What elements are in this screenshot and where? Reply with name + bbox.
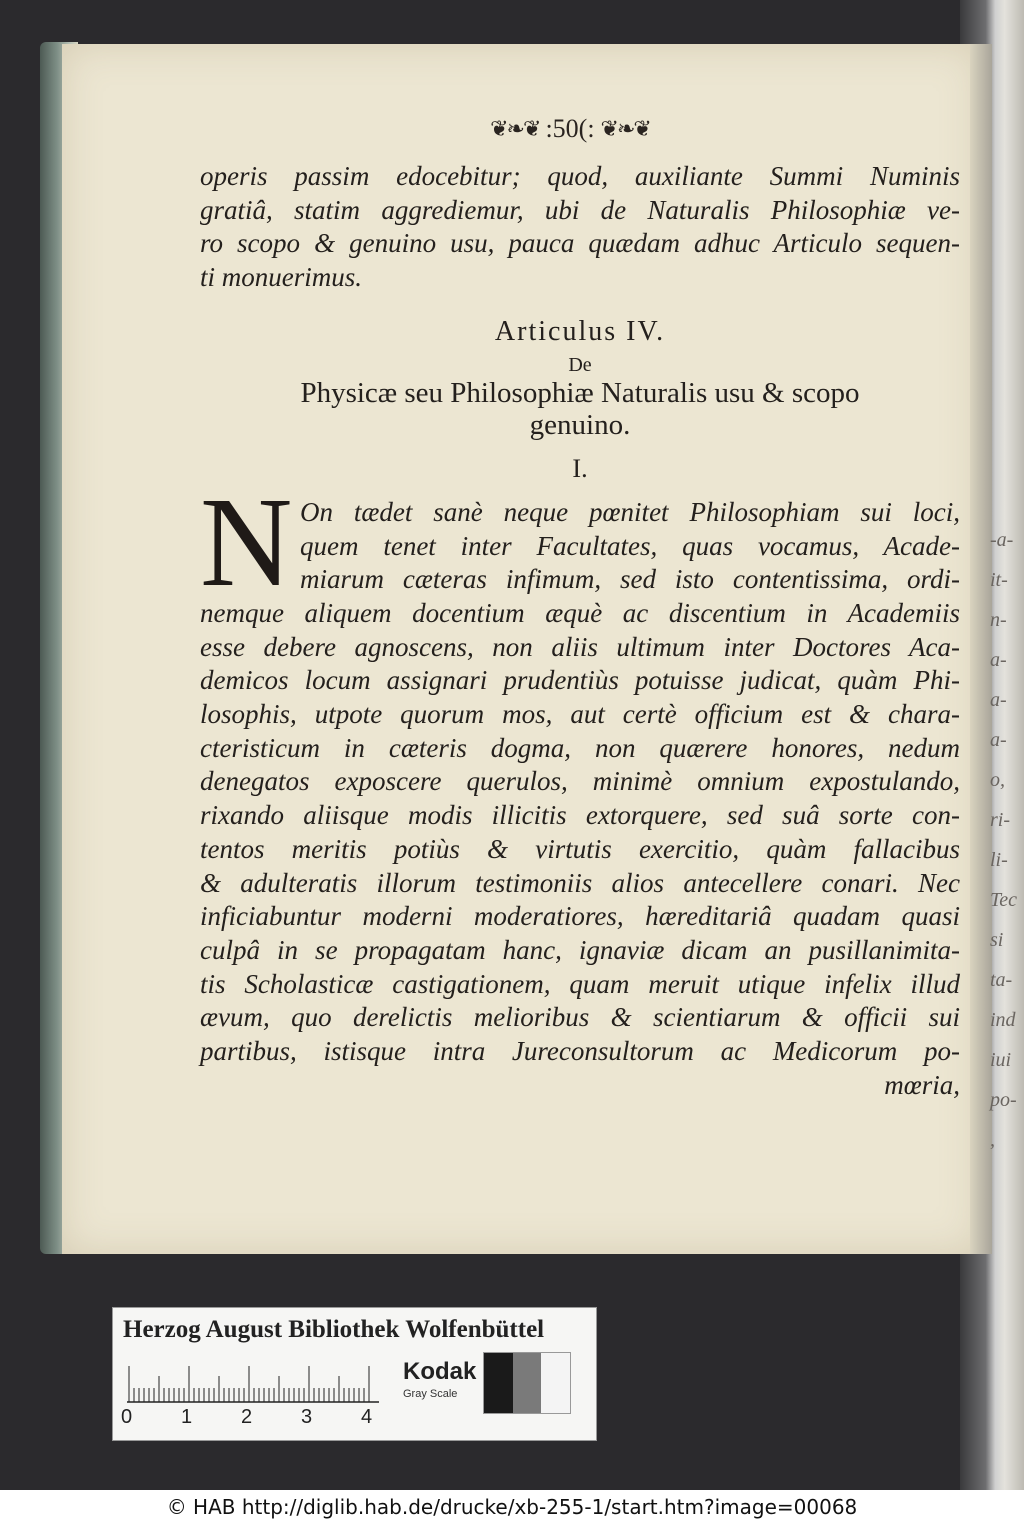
running-header: [470, 112, 670, 146]
ruler-number: 3: [301, 1406, 313, 1428]
facing-page-bleed: [990, 520, 1024, 1160]
text-line: On tædet sanè neque pœnitet Philosophiam sui loci,: [300, 497, 960, 527]
bleed-mark: ri-: [990, 809, 1010, 831]
text-line: ævum, quo derelictis melioribus & scientiarum & officii sui: [200, 1002, 960, 1033]
text-line: operis passim edocebitur; quod, auxiliante Summi Numinis: [200, 161, 960, 191]
bleed-mark: it-: [990, 569, 1008, 591]
bleed-mark: ta-: [990, 969, 1013, 991]
text-line: nemque aliquem docentium æquè ac discentium in Academiis: [200, 598, 960, 628]
text-line: ro scopo & genuino usu, pauca quædam adhuc Articulo sequen-: [200, 228, 960, 259]
bleed-mark: po-: [990, 1089, 1017, 1111]
ornament-left-icon: ❦❧❦: [490, 116, 540, 141]
bleed-mark: a-: [990, 729, 1007, 751]
article-subtitle-line1: Physicæ seu Philosophiæ Naturalis usu & scopo: [300, 377, 860, 409]
bleed-mark: ind: [990, 1009, 1016, 1031]
book-page-right-edge: [970, 44, 992, 1254]
text-line: losophis, utpote quorum mos, aut certè officium est & chara-: [200, 699, 960, 730]
text-line: miarum cæteras infimum, sed isto contentissima, ordi-: [300, 564, 960, 595]
ornament-right-icon: ❦❧❦: [600, 116, 650, 141]
text-line: culpâ in se propagatam hanc, ignaviæ dicam an pusillanimita-: [200, 934, 960, 965]
bleed-mark: li-: [990, 849, 1008, 871]
bleed-mark: si: [990, 929, 1004, 951]
ruler-numbers: [121, 1406, 381, 1432]
scale-ruler: [127, 1364, 379, 1404]
ruler-number: 4: [361, 1406, 373, 1428]
text-line: & adulteratis illorum testimoniis alios antecellere conari. Nec: [200, 867, 960, 898]
copyright-footer: © HAB http://diglib.hab.de/drucke/xb-255-1/start.htm?image=00068: [0, 1490, 1024, 1525]
body-lines-full: [200, 597, 960, 1102]
text-line: gratiâ, statim aggrediemur, ubi de Naturalis Philosophiæ ve-: [200, 194, 960, 225]
kodak-gray-scale: Gray Scale: [403, 1388, 458, 1400]
text-line: quem tenet inter Facultates, quas vocamus, Acade-: [300, 530, 960, 561]
ruler-number: 0: [121, 1406, 133, 1428]
ruler-number: 1: [181, 1406, 193, 1428]
bleed-mark: ,: [990, 1129, 995, 1151]
text-line: rixando aliisque modis illicitis extorquere, sed suâ sorte con-: [200, 800, 960, 831]
text-line: inficiabuntur moderni moderatiores, hæreditariâ quadam quasi: [200, 901, 960, 932]
bleed-mark: -a-: [990, 529, 1014, 551]
carryover-paragraph: [200, 160, 960, 295]
text-line: tis Scholasticæ castigationem, quam meruit utique infelix illud: [200, 968, 960, 999]
section-number: I.: [572, 454, 588, 483]
article-subtitle-line2: genuino.: [529, 409, 631, 441]
gray-swatch: [484, 1353, 513, 1413]
text-line: tentos meritis potiùs & virtutis exercitio, quàm fallacibus: [200, 833, 960, 864]
text-line: esse debere agnoscens, non aliis ultimum inter Doctores Aca-: [200, 631, 960, 662]
gray-swatch: [513, 1353, 542, 1413]
text-line: ti monuerimus.: [200, 262, 362, 293]
catchword: mœria,: [884, 1069, 960, 1100]
text-line: denegatos exposcere querulos, minimè omnium expostulando,: [200, 766, 960, 797]
text-line: partibus, istisque intra Jureconsultorum ac Medicorum po-: [200, 1035, 960, 1066]
bleed-mark: a-: [990, 689, 1007, 711]
gray-swatches: [483, 1352, 571, 1414]
bleed-mark: o,: [990, 769, 1005, 791]
text-line: demicos locum assignari prudentiùs potuisse judicat, quàm Phi-: [200, 665, 960, 696]
article-title: Articulus IV.: [494, 316, 666, 347]
bleed-mark: a-: [990, 649, 1007, 671]
article-de: De: [568, 354, 592, 376]
page-number: :50(:: [545, 114, 595, 143]
bleed-mark: Tec: [990, 889, 1018, 911]
drop-capital: N: [200, 471, 293, 613]
library-name: Herzog August Bibliothek Wolfenbüttel: [123, 1316, 545, 1343]
body-lines-indented: [300, 496, 960, 597]
bleed-mark: n-: [990, 609, 1007, 631]
text-line: cteristicum in cæteris dogma, non quærere honores, nedum: [200, 732, 960, 763]
gray-swatch: [541, 1353, 570, 1413]
kodak-brand: Kodak: [403, 1358, 477, 1385]
bleed-mark: iui: [990, 1049, 1012, 1071]
ruler-number: 2: [241, 1406, 253, 1428]
library-color-label: [112, 1307, 597, 1441]
